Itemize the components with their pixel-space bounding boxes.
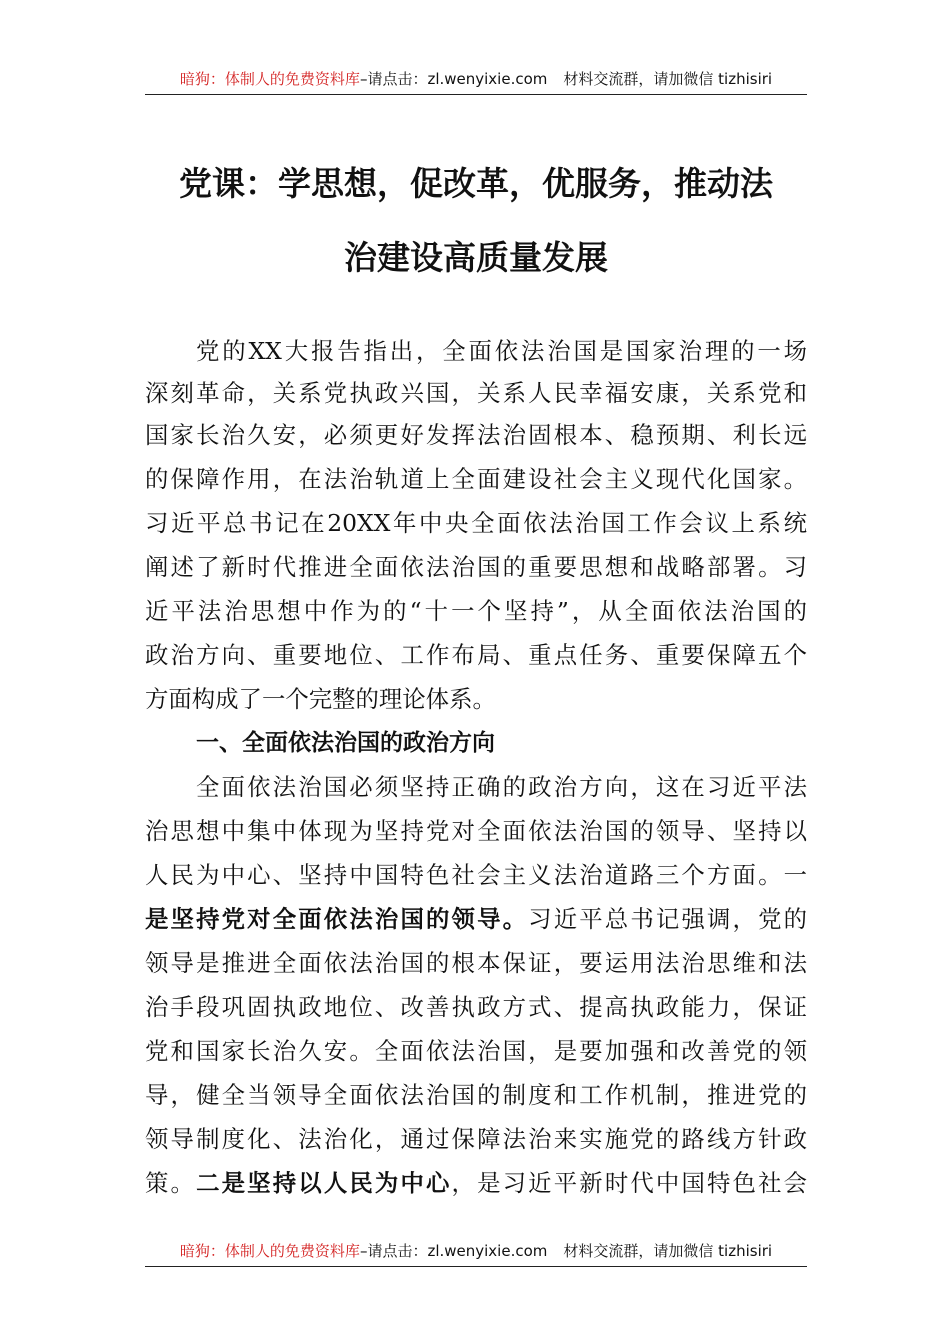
click-prompt: –请点击：	[359, 1242, 428, 1260]
site-url-link[interactable]: zl.wenyixie.com	[427, 1242, 548, 1260]
paragraph-1-line: 习近平总书记在20XX年中央全面依法治国工作会议上系统	[145, 509, 807, 537]
paragraph-2-line	[145, 898, 807, 940]
paragraph-2-line: 导，健全当领导全面依法治国的制度和工作机制，推进党的	[145, 1081, 807, 1109]
paragraph-2-line	[145, 1162, 807, 1204]
paragraph-1-line: 的保障作用，在法治轨道上全面建设社会主义现代化国家。	[145, 465, 807, 493]
bold-phrase: 是坚持党对全面依法治国的领导。	[145, 905, 529, 933]
paragraph-2-line: 领导是推进全面依法治国的根本保证，要运用法治思维和法	[145, 949, 807, 977]
paragraph-2-line: 治手段巩固执政地位、改善执政方式、提高执政能力，保证	[145, 993, 807, 1021]
line-text: ，是习近平新时代中国特色社会	[451, 1169, 808, 1197]
contact-text: 材料交流群，请加微信 tizhisiri	[563, 70, 773, 88]
site-name: 暗狗：体制人的免费资料库	[179, 1242, 360, 1260]
click-prompt: –请点击：	[359, 70, 428, 88]
paragraph-2-line: 党和国家长治久安。全面依法治国，是要加强和改善党的领	[145, 1037, 807, 1065]
doc-title-line-2: 治建设高质量发展	[344, 238, 608, 277]
doc-title-line-1: 党课：学思想，促改革，优服务，推动法	[179, 164, 773, 203]
site-url-link[interactable]: zl.wenyixie.com	[427, 70, 548, 88]
footer-banner	[145, 1236, 807, 1267]
paragraph-2-line: 领导制度化、法治化，通过保障法治来实施党的路线方针政	[145, 1125, 807, 1153]
contact-text: 材料交流群，请加微信 tizhisiri	[563, 1242, 773, 1260]
paragraph-1-line: 党的XX大报告指出，全面依法治国是国家治理的一场	[196, 337, 807, 365]
paragraph-1-line: 方面构成了一个完整的理论体系。	[145, 685, 496, 713]
header-banner	[145, 64, 807, 95]
paragraph-1-line: 政治方向、重要地位、工作布局、重点任务、重要保障五个	[145, 641, 807, 669]
paragraph-1-line: 阐述了新时代推进全面依法治国的重要思想和战略部署。习	[145, 553, 807, 581]
section-heading-1: 一、全面依法治国的政治方向	[196, 730, 495, 756]
paragraph-1-line: 近平法治思想中作为的“十一个坚持”，从全面依法治国的	[145, 597, 807, 625]
site-name: 暗狗：体制人的免费资料库	[179, 70, 360, 88]
bold-phrase: 二是坚持以人民为中心	[196, 1169, 452, 1197]
line-text: 习近平总书记强调，党的	[528, 905, 808, 933]
paragraph-2-line: 全面依法治国必须坚持正确的政治方向，这在习近平法	[196, 773, 807, 801]
paragraph-2-line: 治思想中集中体现为坚持党对全面依法治国的领导、坚持以	[145, 817, 807, 845]
paragraph-1-line: 国家长治久安，必须更好发挥法治固根本、稳预期、利长远	[145, 421, 807, 449]
paragraph-1-line: 深刻革命，关系党执政兴国，关系人民幸福安康，关系党和	[145, 379, 807, 407]
paragraph-2-line: 人民为中心、坚持中国特色社会主义法治道路三个方面。一	[145, 861, 807, 889]
line-text: 策。	[145, 1169, 197, 1197]
